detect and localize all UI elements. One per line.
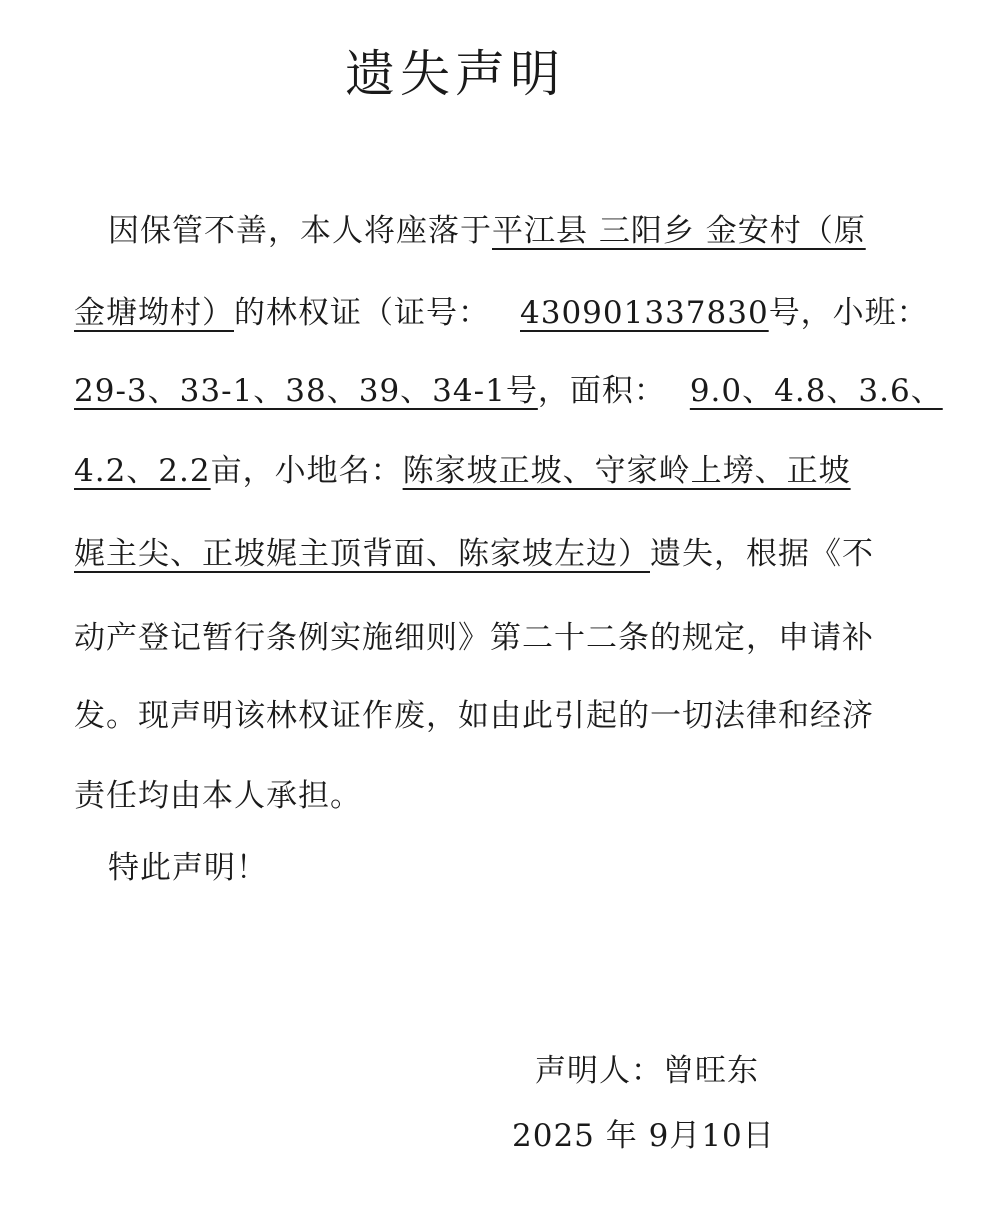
area-values: 9.0、4.8、3.6、 <box>689 373 943 409</box>
area-values-cont: 4.2、2.2 <box>74 453 211 489</box>
place-names: 陈家坡正坡、守家岭上塝、正坡 <box>402 453 851 489</box>
paragraph-line-3 <box>74 365 943 410</box>
paragraph-line-6: 动产登记暂行条例实施细则》第二十二条的规定，申请补 <box>74 620 874 656</box>
document-title: 遗失声明 <box>345 45 565 103</box>
paragraph-line-5 <box>74 528 894 573</box>
certificate-number: 430901337830 <box>520 295 769 331</box>
text-segment: 遗失，根据《不 <box>650 536 874 572</box>
underlined-location: 平江县 三阳乡 金安村（原 <box>492 213 866 249</box>
paragraph-line-4 <box>74 445 894 490</box>
closing-statement: 特此声明！ <box>108 850 268 886</box>
plot-numbers: 29-3、33-1、38、39、34-1号 <box>74 373 538 409</box>
text-segment: 号，小班： <box>768 295 929 331</box>
paragraph-line-7: 发。现声明该林权证作废，如由此引起的一切法律和经济 <box>74 698 874 734</box>
signer-name: 声明人：曾旺东 <box>535 1053 759 1089</box>
paragraph-line-1 <box>108 205 928 250</box>
paragraph-line-8: 责任均由本人承担。 <box>74 778 362 814</box>
text-segment: 因保管不善，本人将座落于 <box>108 213 492 249</box>
declaration-date: 2025 年 9月10日 <box>512 1118 775 1154</box>
text-segment: 的林权证（证号： <box>234 295 490 331</box>
text-segment: 亩，小地名： <box>210 453 403 489</box>
underlined-location-cont: 金塘坳村） <box>74 295 234 331</box>
place-names-cont: 娓主尖、正坡娓主顶背面、陈家坡左边） <box>74 536 650 572</box>
text-segment: ，面积： <box>537 373 666 409</box>
paragraph-line-2 <box>74 287 929 332</box>
